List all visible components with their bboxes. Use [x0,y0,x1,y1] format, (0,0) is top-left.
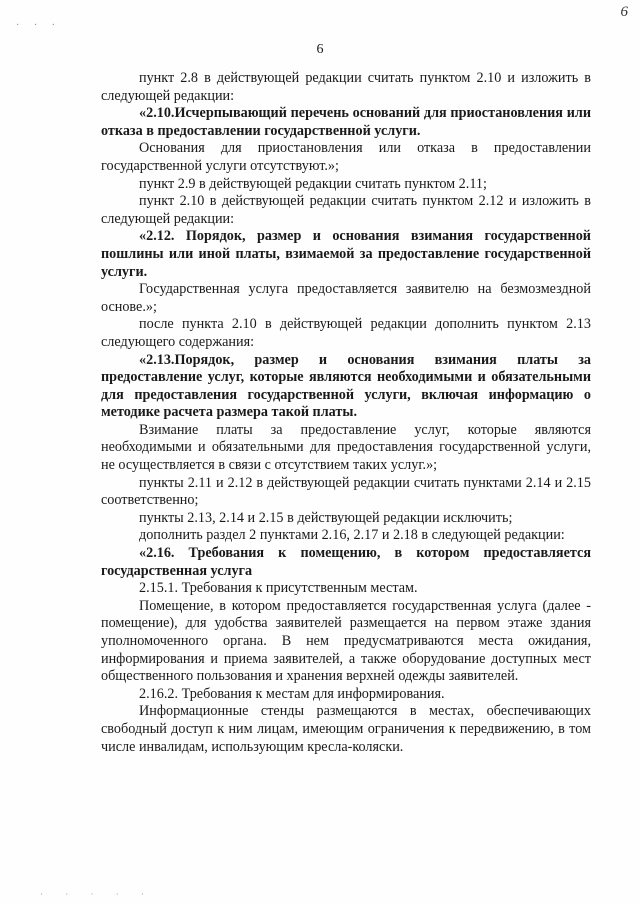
body-paragraph: Взимание платы за предоставление услуг, которые являются необходимыми и обязательными для предоставления государственной услуги, не осуществляется в связи с отсутствием таких услуг.»; [101,421,591,474]
body-paragraph: Основания для приостановления или отказа в предоставлении государственной услуги отсутствуют.»; [101,140,591,174]
scan-artifact-bottom: · · · · · [40,889,154,899]
page-number: 6 [316,42,324,57]
body-paragraph: 2.15.1. Требования к присутственным местам. [139,580,418,597]
section-heading-paragraph: «2.16. Требования к помещению, в котором предоставляется государственная услуга [101,545,591,579]
body-paragraph: пункт 2.9 в действующей редакции считать пунктом 2.11; [139,175,487,192]
scan-artifact: · · · [16,20,61,31]
body-paragraph: Информационные стенды размещаются в местах, обеспечивающих свободный доступ к ним лицам, имеющим ограничения к передвижению, в том числе инвалидам, использующим кресла-коляски. [101,703,591,755]
body-paragraph: дополнить раздел 2 пунктами 2.16, 2.17 и 2.18 в следующей редакции: [139,527,565,544]
handwritten-page-mark: 6 [620,4,628,20]
section-heading-paragraph: «2.10.Исчерпывающий перечень оснований для приостановления или отказа в предоставлении государственной услуги. [101,105,591,139]
body-paragraph: после пункта 2.10 в действующей редакции дополнить пунктом 2.13 следующего содержания: [101,316,591,350]
body-paragraph: Государственная услуга предоставляется заявителю на безмозмездной основе.»; [101,281,591,315]
body-paragraph: Помещение, в котором предоставляется государственная услуга (далее - помещение), для удобства заявителей размещается на первом этаже здания уполномоченного органа. В нем предусматриваются места ожидания, информирования и приема заявителей, а также оборудование доступных мест общественного пользования и хранения верхней одежды заявителей. [101,597,591,685]
section-heading-paragraph: «2.12. Порядок, размер и основания взимания государственной пошлины или иной платы, взимаемой за предоставление государственной услуги. [101,228,591,280]
body-paragraph: пункт 2.10 в действующей редакции считать пунктом 2.12 и изложить в следующей редакции: [101,193,591,227]
document-body [101,70,591,756]
section-heading-paragraph: «2.13.Порядок, размер и основания взимания платы за предоставление услуг, которые являются необходимыми и обязательными для предоставления государственной услуги, включая информацию о методике расчета размера такой платы. [101,351,591,421]
body-paragraph: 2.16.2. Требования к местам для информирования. [139,685,445,702]
body-paragraph: пункт 2.8 в действующей редакции считать пунктом 2.10 и изложить в следующей редакции: [101,70,591,104]
body-paragraph: пункты 2.13, 2.14 и 2.15 в действующей редакции исключить; [139,509,513,526]
body-paragraph: пункты 2.11 и 2.12 в действующей редакции считать пунктами 2.14 и 2.15 соответственно; [101,474,591,509]
